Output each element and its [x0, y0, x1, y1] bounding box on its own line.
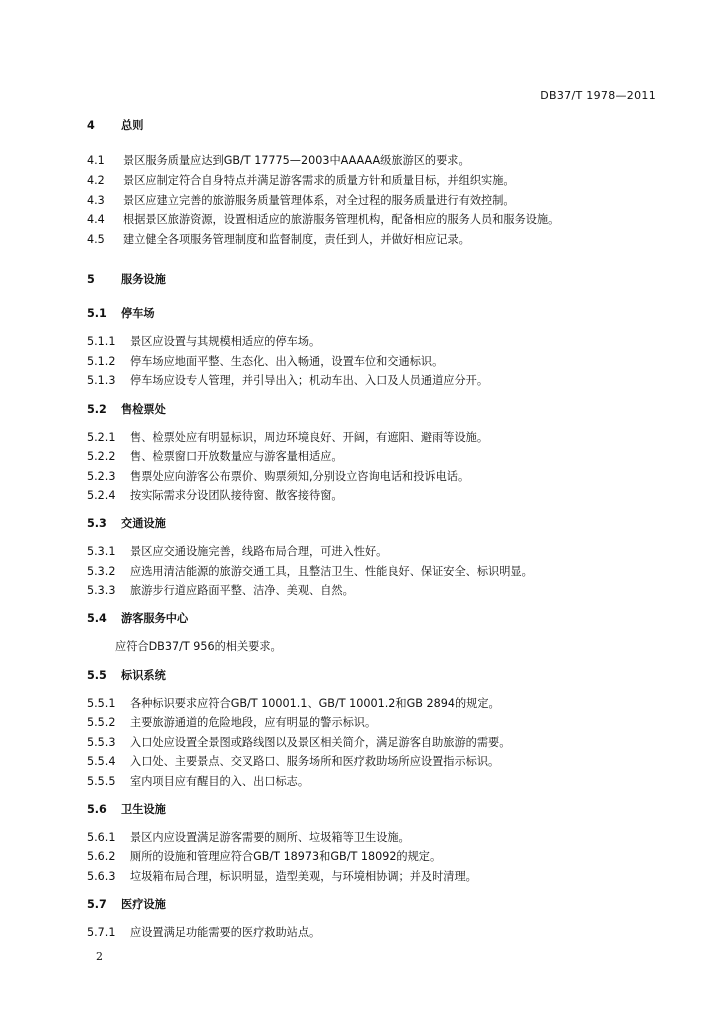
clause-5-5-1: 5.5.1 各种标识要求应符合GB/T 10001.1、GB/T 10001.2和GB 2894的规定。 [87, 697, 500, 710]
clause-4-3: 4.3 景区应建立完善的旅游服务质量管理体系，对全过程的服务质量进行有效控制。 [87, 194, 515, 207]
clause-5-3-3: 5.3.3 旅游步行道应路面平整、洁净、美观、自然。 [87, 584, 354, 597]
section-5-heading: 5 服务设施 [87, 273, 166, 286]
page-number: 2 [96, 950, 103, 963]
section-number: 4 [87, 119, 95, 132]
clause-5-4-text: 应符合DB37/T 956的相关要求。 [115, 640, 282, 653]
clause-5-3-2: 5.3.2 应选用清洁能源的旅游交通工具，且整洁卫生、性能良好、保证安全、标识明显。 [87, 565, 533, 578]
doc-code-header: DB37/T 1978—2011 [540, 89, 656, 102]
clause-5-1-2: 5.1.2 停车场应地面平整、生态化、出入畅通，设置车位和交通标识。 [87, 355, 444, 368]
section-4-heading [87, 119, 143, 133]
clause-4-4: 4.4 根据景区旅游资源，设置相适应的旅游服务管理机构，配备相应的服务人员和服务设施。 [87, 213, 560, 226]
clause-5-2-2: 5.2.2 售、检票窗口开放数量应与游客量相适应。 [87, 450, 343, 463]
clause-5-1-3: 5.1.3 停车场应设专人管理，并引导出入；机动车出、入口及人员通道应分开。 [87, 374, 489, 387]
subsection-5-4-heading: 5.4 游客服务中心 [87, 612, 189, 625]
clause-5-2-3: 5.2.3 售票处应向游客公布票价、购票须知,分别设立咨询电话和投诉电话。 [87, 470, 470, 483]
clause-5-2-1: 5.2.1 售、检票处应有明显标识，周边环境良好、开阔，有遮阳、避雨等设施。 [87, 431, 489, 444]
clause-5-6-2: 5.6.2 厕所的设施和管理应符合GB/T 18973和GB/T 18092的规定。 [87, 850, 442, 863]
subsection-5-6-heading: 5.6 卫生设施 [87, 803, 166, 816]
section-title: 总则 [121, 119, 144, 132]
clause-5-6-3: 5.6.3 垃圾箱布局合理，标识明显，造型美观，与环境相协调；并及时清理。 [87, 870, 477, 883]
clause-5-7-1: 5.7.1 应设置满足功能需要的医疗救助站点。 [87, 926, 321, 939]
subsection-5-5-heading: 5.5 标识系统 [87, 669, 166, 682]
clause-5-1-1: 5.1.1 景区应设置与其规模相适应的停车场。 [87, 335, 321, 348]
clause-4-1: 4.1 景区服务质量应达到GB/T 17775—2003中AAAAA级旅游区的要求。 [87, 154, 470, 167]
clause-5-5-2: 5.5.2 主要旅游通道的危险地段，应有明显的警示标识。 [87, 716, 377, 729]
clause-5-5-4: 5.5.4 入口处、主要景点、交叉路口、服务场所和医疗救助场所应设置指示标识。 [87, 755, 500, 768]
clause-4-5: 4.5 建立健全各项服务管理制度和监督制度，责任到人，并做好相应记录。 [87, 233, 470, 246]
clause-5-5-3: 5.5.3 入口处应设置全景图或路线图以及景区相关简介，满足游客自助旅游的需要。 [87, 736, 511, 749]
clause-4-2: 4.2 景区应制定符合自身特点并满足游客需求的质量方针和质量目标，并组织实施。 [87, 174, 515, 187]
clause-5-5-5: 5.5.5 室内项目应有醒目的入、出口标志。 [87, 775, 310, 788]
subsection-5-3-heading: 5.3 交通设施 [87, 517, 166, 530]
clause-5-3-1: 5.3.1 景区应交通设施完善，线路布局合理，可进入性好。 [87, 545, 388, 558]
subsection-5-7-heading: 5.7 医疗设施 [87, 898, 166, 911]
subsection-5-2-heading: 5.2 售检票处 [87, 403, 166, 416]
clause-5-6-1: 5.6.1 景区内应设置满足游客需要的厕所、垃圾箱等卫生设施。 [87, 831, 410, 844]
clause-5-2-4: 5.2.4 按实际需求分设团队接待窗、散客接待窗。 [87, 489, 343, 502]
subsection-5-1-heading: 5.1 停车场 [87, 307, 155, 320]
